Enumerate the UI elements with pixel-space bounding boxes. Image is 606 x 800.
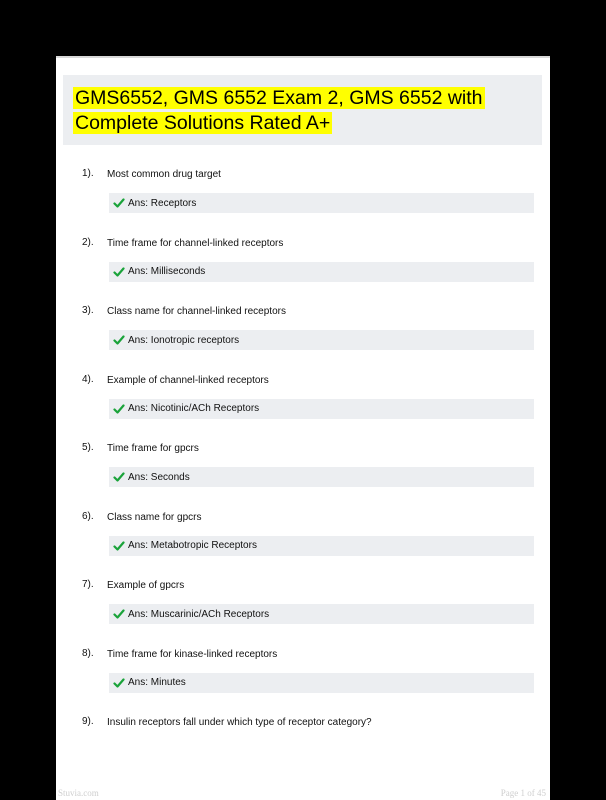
check-icon <box>113 608 125 620</box>
answer-text: Ans: Seconds <box>128 471 190 483</box>
question-number: 6). <box>82 510 94 522</box>
answer-box <box>109 193 534 213</box>
question-number: 9). <box>82 716 94 727</box>
question-text: Insulin receptors fall under which type of receptor category? <box>107 717 372 728</box>
answer-text: Ans: Muscarinic/ACh Receptors <box>128 608 270 620</box>
answer-text: Ans: Ionotropic receptors <box>128 334 240 346</box>
footer-source: Stuvia.com <box>58 788 99 798</box>
question-text: Example of gpcrs <box>107 580 185 591</box>
question-item <box>56 237 550 301</box>
question-text: Class name for gpcrs <box>107 511 202 523</box>
question-number: 3). <box>82 305 94 316</box>
answer-box <box>109 262 534 282</box>
title-highlight: GMS6552, GMS 6552 Exam 2, GMS 6552 with Complete Solutions Rated A+ <box>75 87 483 134</box>
answer-text: Ans: Milliseconds <box>128 266 206 277</box>
question-item <box>56 305 550 369</box>
question-item <box>56 648 550 712</box>
answer-box <box>109 536 534 556</box>
question-text: Most common drug target <box>107 169 221 180</box>
check-icon <box>113 403 125 415</box>
answer-box <box>109 673 534 693</box>
question-number: 5). <box>82 442 94 453</box>
question-number: 1). <box>82 168 94 179</box>
answer-text: Ans: Receptors <box>128 197 197 209</box>
check-icon <box>113 197 125 209</box>
answer-text: Ans: Minutes <box>128 677 186 688</box>
question-item <box>56 442 550 506</box>
question-item <box>56 579 550 643</box>
answer-box <box>109 467 534 487</box>
check-icon <box>113 334 125 346</box>
answer-box <box>109 330 534 350</box>
check-icon <box>113 266 125 278</box>
question-text: Example of channel-linked receptors <box>107 374 269 386</box>
question-text: Class name for channel-linked receptors <box>107 306 286 317</box>
question-number: 8). <box>82 647 94 659</box>
answer-text: Ans: Metabotropic Receptors <box>128 540 257 551</box>
question-text: Time frame for kinase-linked receptors <box>107 648 278 660</box>
question-text: Time frame for gpcrs <box>107 443 199 454</box>
question-number: 4). <box>82 373 94 385</box>
answer-text: Ans: Nicotinic/ACh Receptors <box>128 403 260 414</box>
question-text: Time frame for channel-linked receptors <box>107 237 284 249</box>
document-page <box>56 58 550 800</box>
answer-box <box>109 604 534 624</box>
question-item <box>56 168 550 232</box>
document-title <box>73 86 533 136</box>
title-box <box>63 75 542 145</box>
check-icon <box>113 540 125 552</box>
question-item <box>56 511 550 575</box>
question-number: 2). <box>82 236 94 248</box>
question-item <box>56 716 550 780</box>
question-item <box>56 374 550 438</box>
footer-page-number: Page 1 of 45 <box>500 788 546 798</box>
check-icon <box>113 677 125 689</box>
answer-box <box>109 399 534 419</box>
check-icon <box>113 471 125 483</box>
question-number: 7). <box>82 579 94 590</box>
